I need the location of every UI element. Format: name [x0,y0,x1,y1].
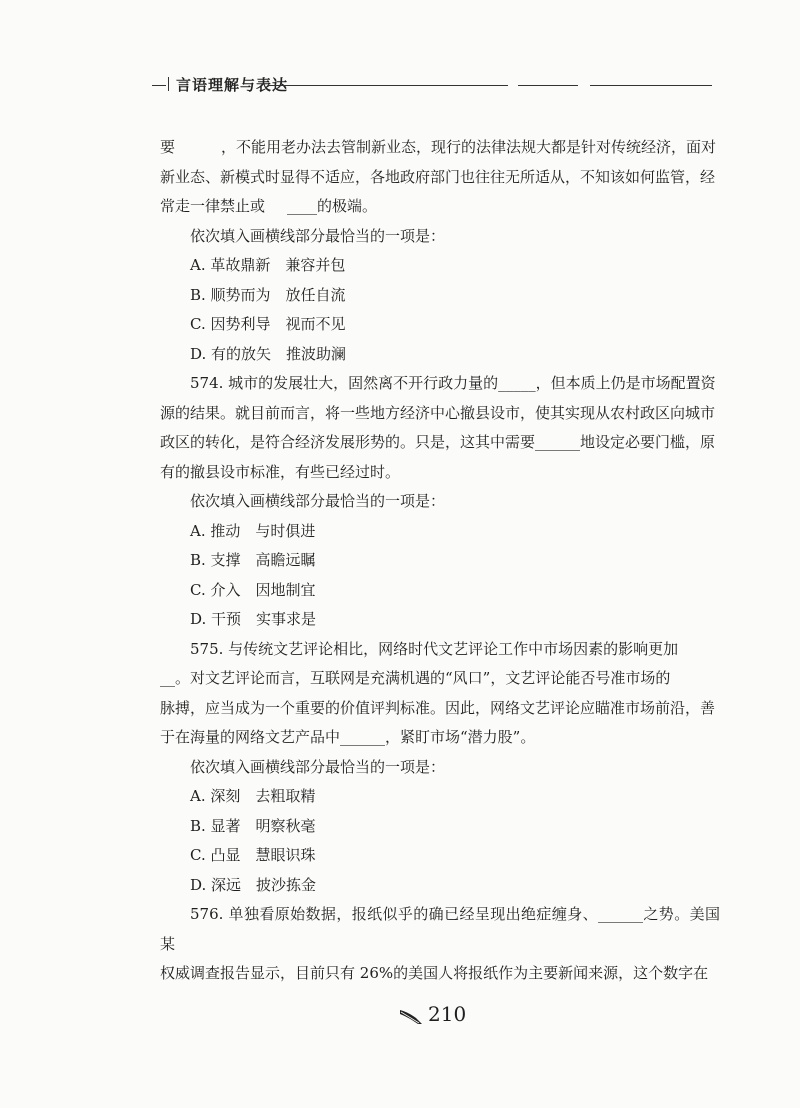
blank: _____ [498,374,536,392]
header-tick [168,77,169,91]
page-body [160,133,720,989]
q574-option-d: D. 干预 实事求是 [190,610,317,628]
q573-prompt: 依次填入画横线部分最恰当的一项是： [190,226,446,245]
q574-option-a: A. 推动 与时俱进 [190,521,316,540]
q575-option-c: C. 凸显 慧眼识珠 [190,846,316,864]
q576-paragraph: 576. 单独看原始数据，报纸似乎的确已经呈现出绝症缠身、______之势。美国某 权威调查报告显示，目前只有 26%的美国人将报纸作为主要新闻来源，这个数字在 [160,905,720,982]
header-rule [268,85,508,86]
blank: ______ [535,433,581,451]
q573-option-d: D. 有的放矢 推波助澜 [190,344,347,363]
q573-option-b: B. 顺势而为 放任自流 [190,285,346,304]
q575-option-a: A. 深刻 去粗取精 [190,787,316,805]
q575-prompt: 依次填入画横线部分最恰当的一项是： [190,757,446,776]
header-rule [590,85,712,86]
page-number: 210 [428,1002,467,1026]
section-title: 言语理解与表达 [176,76,289,94]
q575-option-b: B. 显著 明察秋毫 [190,816,316,835]
q573-option-c: C. 因势利导 视而不见 [190,315,346,333]
q574-option-b: B. 支撑 高瞻远瞩 [190,551,316,569]
blank: ____ [287,197,318,215]
blank: __ [160,669,175,687]
blank: ______ [340,728,386,746]
header-rule-left [152,85,166,86]
q575-paragraph: 575. 与传统文艺评论相比，网络时代文艺评论工作中市场因素的影响更加 __。对文艺评论而言，互联网是充满机遇的“风口”，文艺评论能否号准市场的 脉搏，应当成为一个重要的价值评判标准。因此，网络文艺评论应瞄准市场前沿，善 于在海量的网络文艺产品中______，紧盯市场“潜力股”。 [160,639,716,746]
blank: ______ [598,905,644,923]
q574-option-c: C. 介入 因地制宜 [190,580,316,599]
q573-paragraph: 要 ，不能用老办法去管制新业态，现行的法律法规大都是针对传统经济，面对 新业态、新模式时显得不适应，各地政府部门也往往无所适从，不知该如何监管，经 常走一律禁止或 ____的极端。 [160,138,717,215]
header-rule [518,85,578,86]
q574-paragraph: 574. 城市的发展壮大，固然离不开行政力量的_____，但本质上仍是市场配置资 源的结果。就目前而言，将一些地方经济中心撤县设市，使其实现从农村政区向城市 政区的转化，是符合经济发展形势的。只是，这其中需要______地设定必要门槛，原 有的撤县设市标准，有些已经过时。 [160,374,716,481]
q575-option-d: D. 深远 披沙拣金 [190,875,317,894]
q574-prompt: 依次填入画横线部分最恰当的一项是： [190,492,446,510]
running-header [152,72,712,96]
q573-option-a: A. 革故鼎新 兼容并包 [190,256,346,274]
quill-icon [398,1006,424,1026]
